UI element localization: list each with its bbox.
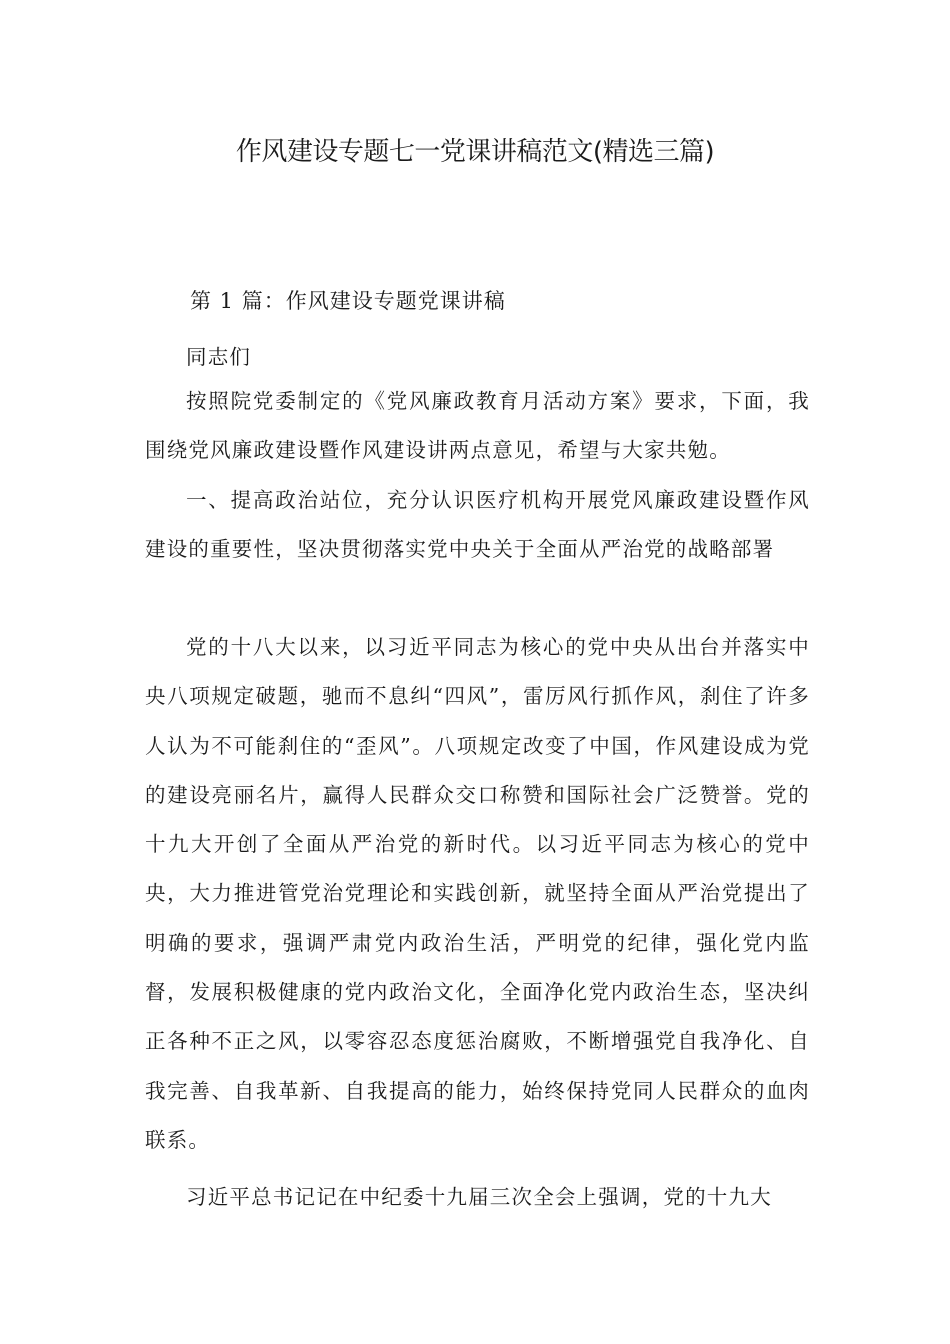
paragraph-body-continued: 习近平总书记记在中纪委十九届三次全会上强调，党的十九大 <box>186 1185 772 1209</box>
paragraph-body: 党的十八大以来，以习近平同志为核心的党中央从出台并落实中央八项规定破题，驰而不息纠“四风”，雷厉风行抓作风，刹住了许多人认为不可能刹住的“歪风”。八项规定改变了中国，作风建设成为党的建设亮丽名片，赢得人民群众交口称赞和国际社会广泛赞誉。党的十九大开创了全面从严治党的新时代。以习近平同志为核心的党中央，大力推进管党治党理论和实践创新，就坚持全面从严治党提出了明确的要求，强调严肃党内政治生活，严明党的纪律，强化党内监督，发展积极健康的党内政治文化，全面净化党内政治生态，坚决纠正各种不正之风，以零容忍态度惩治腐败，不断增强党自我净化、自我完善、自我革新、自我提高的能力，始终保持党同人民群众的血肉联系。 <box>145 635 810 1152</box>
paragraph-point-one-heading: 一、提高政治站位，充分认识医疗机构开展党风廉政建设暨作风建设的重要性，坚决贯彻落实党中央关于全面从严治党的战略部署 <box>145 488 810 562</box>
paragraph-intro: 按照院党委制定的《党风廉政教育月活动方案》要求，下面，我围绕党风廉政建设暨作风建设讲两点意见，希望与大家共勉。 <box>145 389 810 463</box>
paragraph-salutation: 同志们 <box>186 345 252 369</box>
document-title: 作风建设专题七一党课讲稿范文(精选三篇) <box>235 137 715 167</box>
section-heading: 第 1 篇：作风建设专题党课讲稿 <box>190 289 506 313</box>
